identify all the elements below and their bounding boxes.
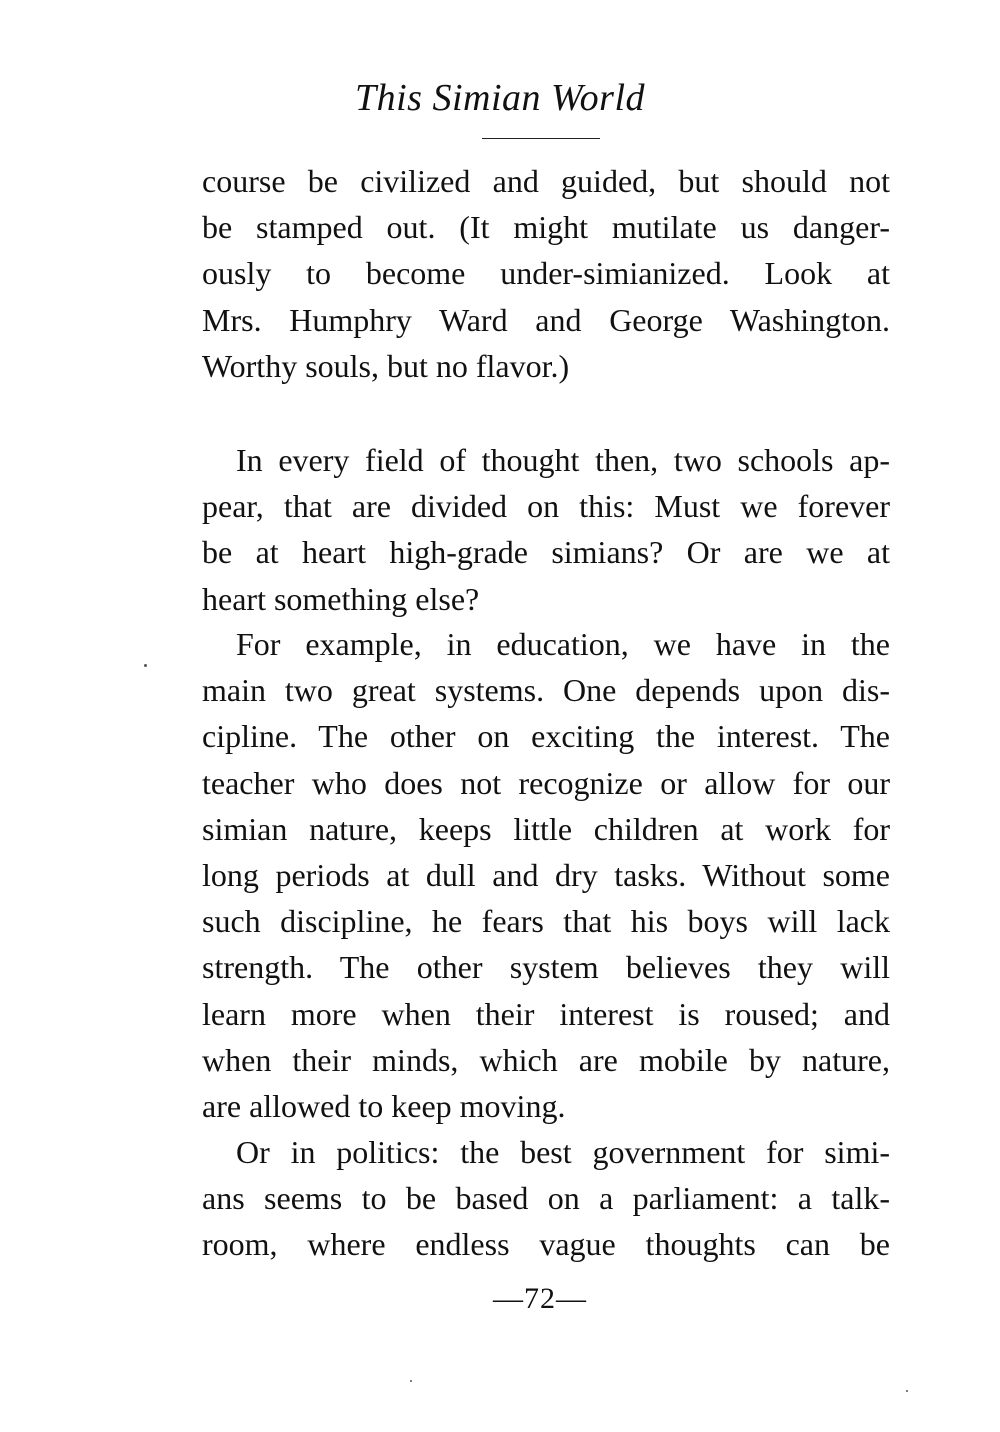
text-line: be stamped out. (It might mutilate us danger- — [202, 209, 890, 246]
text-line: are allowed to keep moving. — [202, 1088, 566, 1125]
text-line: Worthy souls, but no flavor.) — [202, 347, 570, 384]
text-line: strength. The other system believes they will — [202, 949, 890, 986]
text-line: main two great systems. One depends upon dis- — [202, 672, 890, 709]
scan-speck — [144, 664, 147, 667]
text-line: be at heart high-grade simians? Or are we at — [202, 534, 890, 571]
text-line: long periods at dull and dry tasks. Without some — [202, 857, 890, 894]
text-line: room, where endless vague thoughts can be — [202, 1226, 890, 1263]
text-line: such discipline, he fears that his boys will lack — [202, 903, 890, 940]
text-line: when their minds, which are mobile by nature, — [202, 1041, 890, 1078]
text-line: cipline. The other on exciting the interest. The — [202, 718, 890, 755]
running-head-rule — [482, 138, 600, 139]
text-line: Mrs. Humphry Ward and George Washington. — [202, 301, 890, 338]
text-line: ans seems to be based on a parliament: a talk- — [202, 1180, 890, 1217]
text-line: teacher who does not recognize or allow for our — [202, 764, 890, 801]
text-line: simian nature, keeps little children at work for — [202, 810, 890, 847]
text-line: course be civilized and guided, but should not — [202, 163, 890, 199]
paragraph-4 — [202, 1129, 890, 1268]
text-line: In every field of thought then, two schools ap- — [236, 442, 890, 478]
text-line: For example, in education, we have in the — [236, 626, 890, 662]
scan-speck — [410, 1380, 412, 1382]
paragraph-1 — [202, 158, 890, 389]
page-number: —72— — [493, 1282, 587, 1315]
text-line: pear, that are divided on this: Must we forever — [202, 488, 890, 525]
running-head: This Simian World — [354, 77, 646, 119]
text-line: Or in politics: the best government for simi- — [236, 1134, 890, 1170]
paragraph-3 — [202, 621, 890, 1129]
text-line: ously to become under-simianized. Look at — [202, 255, 890, 292]
scan-speck — [906, 1390, 908, 1392]
text-line: heart something else? — [202, 580, 480, 617]
paragraph-2 — [202, 437, 890, 622]
text-line: learn more when their interest is roused; and — [202, 995, 890, 1032]
